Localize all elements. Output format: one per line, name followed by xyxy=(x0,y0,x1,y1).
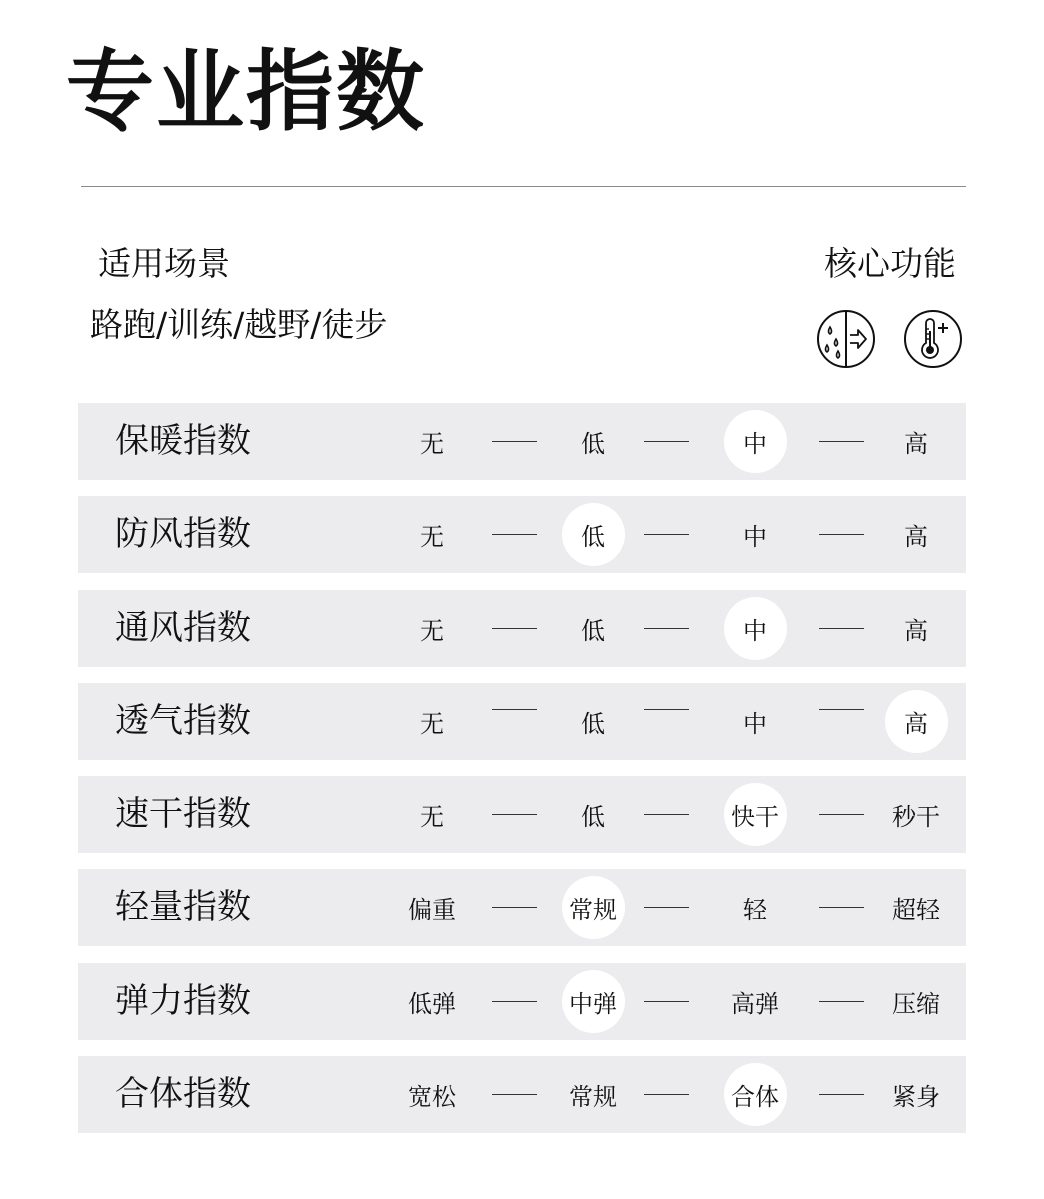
level-option: 无 xyxy=(420,709,444,738)
level-option-selected: 中弹 xyxy=(562,970,625,1033)
level-connector xyxy=(492,1001,537,1002)
level-connector xyxy=(819,1094,864,1095)
level-option: 无 xyxy=(420,803,444,832)
level-connector xyxy=(819,709,864,710)
index-row xyxy=(78,683,966,760)
level-option: 低 xyxy=(581,430,605,458)
level-connector xyxy=(492,709,537,710)
level-connector xyxy=(819,628,864,629)
index-name: 防风指数 xyxy=(115,514,251,555)
level-connector xyxy=(819,907,864,908)
level-option: 中 xyxy=(743,523,767,552)
level-option: 无 xyxy=(420,523,444,552)
level-connector xyxy=(819,814,864,815)
level-option: 低弹 xyxy=(408,989,456,1018)
index-name: 透气指数 xyxy=(115,700,251,741)
page-title: 专业指数 xyxy=(66,40,427,143)
title-divider xyxy=(81,186,966,187)
level-connector xyxy=(819,1001,864,1002)
level-option: 轻 xyxy=(743,896,767,925)
level-connector xyxy=(644,628,689,629)
index-row xyxy=(78,403,966,480)
level-connector xyxy=(644,709,689,710)
level-option: 秒干 xyxy=(892,803,940,832)
level-option: 宽松 xyxy=(408,1083,456,1112)
level-option: 高 xyxy=(904,616,928,645)
level-option: 压缩 xyxy=(892,989,940,1018)
level-connector xyxy=(644,1001,689,1002)
level-option: 无 xyxy=(420,616,444,645)
level-option: 低 xyxy=(581,709,605,738)
level-option: 高 xyxy=(904,430,928,458)
index-name: 弹力指数 xyxy=(115,980,251,1021)
index-name: 保暖指数 xyxy=(115,421,251,461)
index-row xyxy=(78,963,966,1040)
level-option: 超轻 xyxy=(892,896,940,925)
level-option-selected: 高 xyxy=(885,690,948,753)
level-connector xyxy=(492,534,537,535)
core-function-icons xyxy=(816,309,966,371)
level-connector xyxy=(492,1094,537,1095)
level-option: 低 xyxy=(581,803,605,832)
level-option-selected: 合体 xyxy=(724,1063,787,1126)
index-row xyxy=(78,590,966,667)
level-option: 高弹 xyxy=(731,989,779,1018)
level-connector xyxy=(644,1094,689,1095)
level-connector xyxy=(644,534,689,535)
level-connector xyxy=(644,814,689,815)
level-option-selected: 中 xyxy=(724,597,787,660)
index-name: 轻量指数 xyxy=(115,887,251,928)
index-name: 通风指数 xyxy=(115,607,251,648)
level-connector xyxy=(492,907,537,908)
level-option: 偏重 xyxy=(408,896,456,925)
level-connector xyxy=(492,628,537,629)
water-repellent-icon xyxy=(816,309,876,369)
index-row xyxy=(78,496,966,573)
level-option-selected: 快干 xyxy=(724,783,787,846)
index-table xyxy=(78,403,966,1149)
level-connector xyxy=(492,441,537,442)
level-connector xyxy=(644,907,689,908)
level-connector xyxy=(819,534,864,535)
level-connector xyxy=(644,441,689,442)
thermal-icon xyxy=(903,309,963,369)
index-row xyxy=(78,776,966,853)
index-row xyxy=(78,869,966,946)
level-option: 低 xyxy=(581,616,605,645)
level-connector xyxy=(492,814,537,815)
scene-value: 路跑/训练/越野/徒步 xyxy=(90,305,388,344)
core-function-label: 核心功能 xyxy=(824,244,956,283)
level-option: 紧身 xyxy=(892,1083,940,1112)
level-option: 中 xyxy=(743,709,767,738)
index-name: 合体指数 xyxy=(115,1074,251,1115)
level-connector xyxy=(819,441,864,442)
level-option: 常规 xyxy=(569,1083,617,1112)
level-option-selected: 常规 xyxy=(562,876,625,939)
index-row xyxy=(78,1056,966,1133)
index-name: 速干指数 xyxy=(115,794,251,835)
level-option-selected: 低 xyxy=(562,503,625,566)
level-option: 高 xyxy=(904,523,928,552)
level-option: 无 xyxy=(420,430,444,458)
scene-label: 适用场景 xyxy=(98,244,230,283)
level-option-selected: 中 xyxy=(724,410,787,473)
